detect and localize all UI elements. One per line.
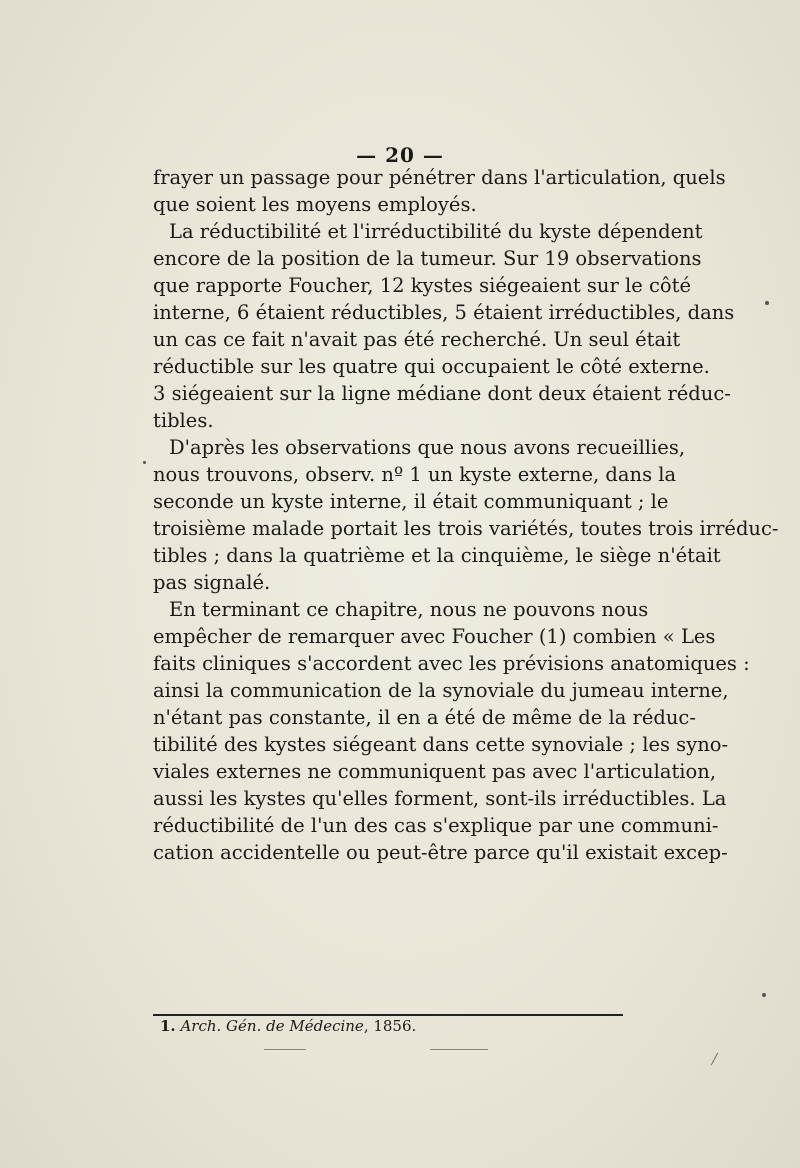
text-line: réductible sur les quatre qui occupaient le côté externe.	[153, 355, 710, 378]
text-line: D'après les observations que nous avons recueillies,	[169, 436, 686, 459]
text-line: La réductibilité et l'irréductibilité du kyste dépendent	[169, 220, 703, 243]
footnote-year: , 1856.	[363, 1017, 417, 1035]
body-text	[153, 164, 779, 866]
text-line: aussi les kystes qu'elles forment, sont-ils irréductibles. La	[153, 787, 727, 810]
text-line: frayer un passage pour pénétrer dans l'articulation, quels	[153, 166, 726, 189]
footnote	[160, 1017, 416, 1035]
bleed-through-mark	[430, 1049, 488, 1050]
text-line: 3 siégeaient sur la ligne médiane dont deux étaient réduc-	[153, 382, 731, 405]
footnote-number: 1.	[160, 1017, 176, 1035]
text-line: troisième malade portait les trois variétés, toutes trois irréduc-	[153, 517, 779, 540]
text-line: un cas ce fait n'avait pas été recherché. Un seul était	[153, 328, 681, 351]
text-line: tibilité des kystes siégeant dans cette synoviale ; les syno-	[153, 733, 729, 756]
text-line: seconde un kyste interne, il était communiquant ; le	[153, 490, 669, 513]
text-line: empêcher de remarquer avec Foucher (1) combien « Les	[153, 625, 716, 648]
text-line: réductibilité de l'un des cas s'explique par une communi-	[153, 814, 719, 837]
ink-speck	[762, 993, 766, 997]
text-line: faits cliniques s'accordent avec les prévisions anatomiques :	[153, 652, 750, 675]
text-line: nous trouvons, observ. nº 1 un kyste externe, dans la	[153, 463, 677, 486]
ink-speck	[765, 301, 769, 305]
text-line: que rapporte Foucher, 12 kystes siégeaient sur le côté	[153, 274, 692, 297]
text-line: pas signalé.	[153, 571, 271, 594]
text-line: tibles ; dans la quatrième et la cinquième, le siège n'était	[153, 544, 721, 567]
text-line: encore de la position de la tumeur. Sur 19 observations	[153, 247, 702, 270]
text-line: En terminant ce chapitre, nous ne pouvons nous	[169, 598, 649, 621]
text-line: ainsi la communication de la synoviale du jumeau interne,	[153, 679, 729, 702]
text-line: interne, 6 étaient réductibles, 5 étaient irréductibles, dans	[153, 301, 735, 324]
footnote-source: Arch. Gén. de Médecine	[180, 1017, 364, 1035]
footnote-rule	[153, 1014, 623, 1016]
ink-speck	[143, 461, 146, 464]
bleed-through-mark	[264, 1049, 306, 1050]
text-line: tibles.	[153, 409, 214, 432]
page-number: — 20 —	[356, 143, 444, 167]
text-line: viales externes ne communiquent pas avec l'articulation,	[153, 760, 717, 783]
text-line: n'étant pas constante, il en a été de même de la réduc-	[153, 706, 696, 729]
text-line: que soient les moyens employés.	[153, 193, 477, 216]
text-line: cation accidentelle ou peut-être parce qu'il existait excep-	[153, 841, 728, 864]
